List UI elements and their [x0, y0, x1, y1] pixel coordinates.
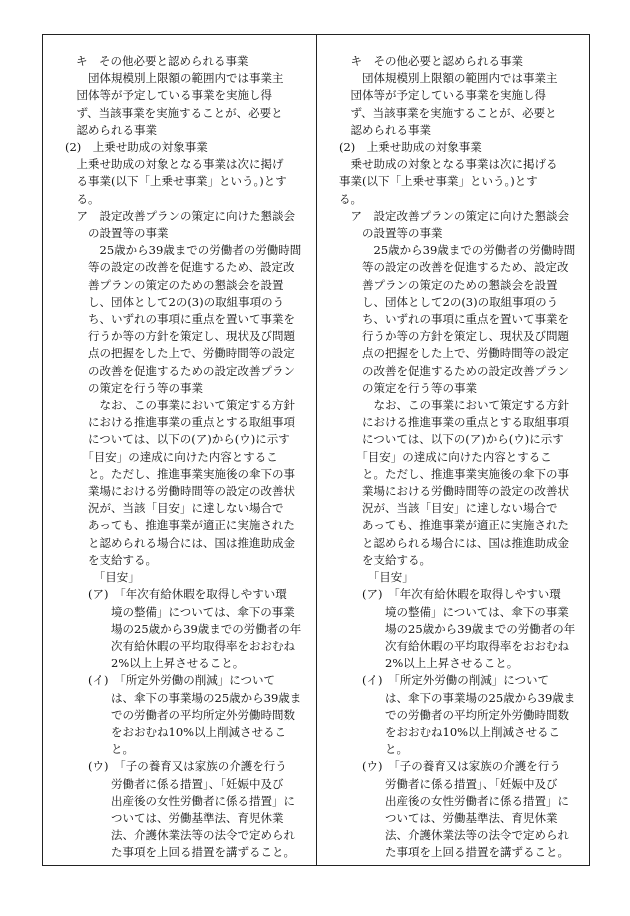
left-text-line: と認められる場合には、国は推進助成金	[65, 535, 295, 550]
right-text-line: と認められる場合には、国は推進助成金	[339, 535, 569, 550]
left-text-line: 上乗せ助成の対象となる事業は次に掲げ	[65, 157, 284, 172]
right-text-line: 「目安」の達成に向けた内容とするこ	[339, 449, 552, 464]
right-text-line: 点の把握をした上で、労働時間等の設定	[339, 346, 569, 361]
left-text-line: 団体規模別上限額の範囲内では事業主	[65, 71, 284, 86]
right-text-line: 場の25歳から39歳までの労働者の年	[339, 621, 576, 636]
right-text-line: 乗せ助成の対象となる事業は次に掲げる	[339, 157, 558, 172]
right-text-line: 況が、当該「目安」に達しない場合で	[339, 501, 558, 516]
right-text-line: ア 設定改善プランの策定に向けた懇談会	[339, 208, 569, 223]
left-text-line: 出産後の女性労働者に係る措置」に	[65, 793, 295, 808]
right-text-line: 認められる事業	[339, 122, 431, 137]
left-text-line: 2%以上上昇させること。	[65, 656, 245, 671]
right-text-line: あっても、推進事業が適正に実施された	[339, 518, 569, 533]
left-text-line: キ その他必要と認められる事業	[65, 54, 249, 68]
right-text-line: と。	[339, 742, 408, 757]
left-text-line: (2) 上乗せ助成の対象事業	[65, 140, 208, 155]
left-text-line: 業場における労働時間等の設定の改善状	[65, 484, 295, 499]
left-text-line: と。ただし、推進事業実施後の傘下の事	[65, 466, 295, 481]
right-text-line: (2) 上乗せ助成の対象事業	[339, 140, 482, 155]
left-text-line: 団体等が予定している事業を実施し得	[65, 88, 272, 103]
comparison-table	[42, 34, 590, 866]
right-text-line: (ウ) 「子の養育又は家族の介護を行う	[339, 759, 561, 774]
left-text-line: をおおむね10%以上削減させるこ	[65, 724, 287, 739]
left-text-line: 認められる事業	[65, 122, 157, 137]
left-text-line: 25歳から39歳までの労働者の労働時間	[65, 243, 302, 258]
right-text-line: なお、この事業において策定する方針	[339, 398, 569, 413]
left-column	[65, 53, 313, 862]
left-text-line: の改善を促進するための設定改善プラン	[65, 363, 295, 378]
right-text-line: 事業(以下「上乗せ事業」という。)とす	[339, 174, 538, 189]
left-text-line: (ア) 「年次有給休暇を取得しやすい環	[65, 587, 287, 602]
left-text-line: の設置等の事業	[65, 226, 169, 241]
left-text-line: ついては、労働基準法、育児休業	[65, 810, 284, 825]
left-text-line: 場の25歳から39歳までの労働者の年	[65, 621, 302, 636]
right-text-line: の設置等の事業	[339, 226, 443, 241]
left-text-line: 法、介護休業法等の法令で定められ	[65, 828, 295, 843]
right-text-line: を支給する。	[339, 552, 431, 567]
right-text-line: た事項を上回る措置を講ずること。	[339, 845, 569, 860]
left-text-line: は、傘下の事業場の25歳から39歳ま	[65, 690, 302, 705]
right-text-line: (ア) 「年次有給休暇を取得しやすい環	[339, 587, 561, 602]
right-text-line: 境の整備」については、傘下の事業	[339, 604, 569, 619]
right-text-line: る。	[339, 191, 362, 206]
column-divider	[316, 35, 317, 865]
left-text-line: 等の設定の改善を促進するため、設定改	[65, 260, 295, 275]
left-text-line: 「目安」	[65, 570, 140, 585]
right-text-line: ち、いずれの事項に重点を置いて事業を	[339, 312, 569, 327]
left-text-line: (イ) 「所定外労働の削減」について	[65, 673, 275, 688]
right-text-line: 労働者に係る措置」、「妊娠中及び	[339, 776, 558, 791]
left-text-line: 況が、当該「目安」に達しない場合で	[65, 501, 284, 516]
left-text-line: の策定を行う等の事業	[65, 380, 203, 395]
right-text-line: し、団体として2の(3)の取組事項のう	[339, 294, 559, 309]
left-text-line: ず、当該事業を実施することが、必要と	[65, 105, 283, 120]
right-text-line: 団体規模別上限額の範囲内では事業主	[339, 71, 558, 86]
left-text-line: し、団体として2の(3)の取組事項のう	[65, 294, 285, 309]
right-text-line: 「目安」	[339, 570, 414, 585]
left-text-line: る事業(以下「上乗せ事業」という。)とす	[65, 174, 287, 189]
left-text-line: た事項を上回る措置を講ずること。	[65, 845, 295, 860]
right-text-line: 25歳から39歳までの労働者の労働時間	[339, 243, 576, 258]
right-text-line: ず、当該事業を実施することが、必要と	[339, 105, 557, 120]
right-text-line: の改善を促進するための設定改善プラン	[339, 363, 569, 378]
left-text-line: を支給する。	[65, 552, 157, 567]
right-text-line: ついては、労働基準法、育児休業	[339, 810, 558, 825]
right-text-line: は、傘下の事業場の25歳から39歳ま	[339, 690, 576, 705]
left-text-line: 次有給休暇の平均取得率をおおむね	[65, 638, 295, 653]
right-text-line: の策定を行う等の事業	[339, 380, 477, 395]
right-text-line: については、以下の(ア)から(ウ)に示す	[339, 432, 564, 447]
left-text-line: と。	[65, 742, 134, 757]
right-text-line: 出産後の女性労働者に係る措置」に	[339, 793, 569, 808]
right-text-line: (イ) 「所定外労働の削減」について	[339, 673, 549, 688]
right-text-line: における推進事業の重点とする取組事項	[339, 415, 569, 430]
left-text-line: (ウ) 「子の養育又は家族の介護を行う	[65, 759, 287, 774]
left-text-line: る。	[65, 191, 100, 206]
right-text-line: 行うか等の方針を策定し、現状及び問題	[339, 329, 569, 344]
left-text-line: 善プランの策定のための懇談会を設置	[65, 277, 284, 292]
right-text-line: 団体等が予定している事業を実施し得	[339, 88, 546, 103]
left-text-line: 行うか等の方針を策定し、現状及び問題	[65, 329, 295, 344]
right-text-line: と。ただし、推進事業実施後の傘下の事	[339, 466, 569, 481]
left-text-line: での労働者の平均所定外労働時間数	[65, 707, 295, 722]
left-text-line: については、以下の(ア)から(ウ)に示す	[65, 432, 290, 447]
left-text-line: 「目安」の達成に向けた内容とするこ	[65, 449, 278, 464]
left-text-line: あっても、推進事業が適正に実施された	[65, 518, 295, 533]
right-text-line: 善プランの策定のための懇談会を設置	[339, 277, 558, 292]
left-text-line: ち、いずれの事項に重点を置いて事業を	[65, 312, 295, 327]
right-text-line: 法、介護休業法等の法令で定められ	[339, 828, 569, 843]
right-text-line: 業場における労働時間等の設定の改善状	[339, 484, 569, 499]
right-text-line: 等の設定の改善を促進するため、設定改	[339, 260, 569, 275]
left-text-line: 点の把握をした上で、労働時間等の設定	[65, 346, 295, 361]
right-text-line: をおおむね10%以上削減させるこ	[339, 724, 561, 739]
right-text-line: 2%以上上昇させること。	[339, 656, 519, 671]
left-text-line: ア 設定改善プランの策定に向けた懇談会	[65, 208, 295, 223]
right-text-line: キ その他必要と認められる事業	[339, 54, 523, 68]
left-text-line: 労働者に係る措置」、「妊娠中及び	[65, 776, 284, 791]
right-column	[339, 53, 587, 862]
left-text-line: における推進事業の重点とする取組事項	[65, 415, 295, 430]
left-text-line: なお、この事業において策定する方針	[65, 398, 295, 413]
right-text-line: 次有給休暇の平均取得率をおおむね	[339, 638, 569, 653]
right-text-line: での労働者の平均所定外労働時間数	[339, 707, 569, 722]
left-text-line: 境の整備」については、傘下の事業	[65, 604, 295, 619]
